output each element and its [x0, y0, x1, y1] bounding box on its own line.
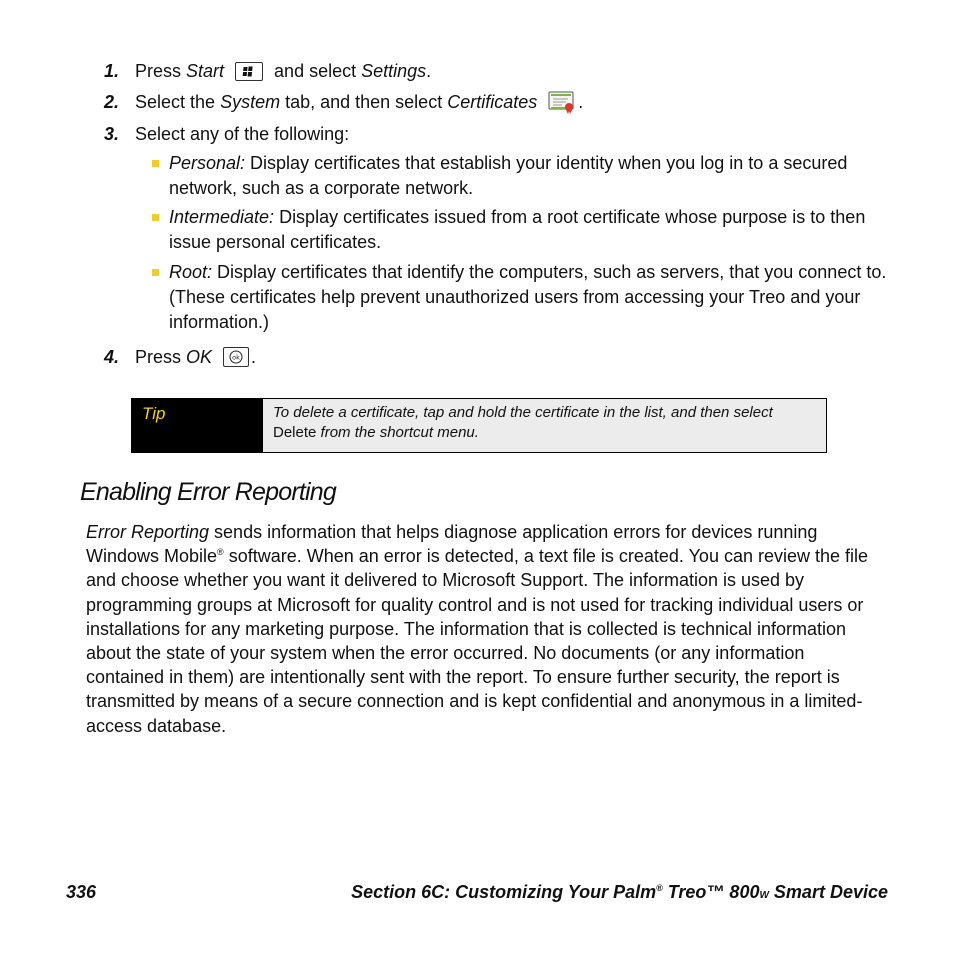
- start-keyword: Start: [186, 61, 225, 81]
- running-footer: Section 6C: Customizing Your Palm® Treo™ 800W Smart Device: [351, 882, 888, 902]
- windows-start-icon: [235, 62, 263, 81]
- svg-text:ok: ok: [232, 353, 240, 362]
- bullet-root: Root: Display certificates that identify the computers, such as servers, that you connect to. (These certificates help prevent unauthorized users from accessing your Treo and your information.): [169, 262, 887, 332]
- body-paragraph: Error Reporting sends information that helps diagnose application errors for devices running Windows Mobile® software. When an error is detected, a text file is created. You can review the file and choose whether you want it delivered to Microsoft Support. The information is used by programming groups at Microsoft for quality control and is not used for tracking individual users or installations for any marketing purpose. The information that is collected is technical information about the state of your system when the error occurred. No documents (or any information contained in them) are intentionally sent with the report. To ensure further security, the report is transmitted by means of a secure connection and is kept confidential and anonymous in a limited-access database.: [86, 522, 869, 736]
- settings-keyword: Settings: [361, 61, 427, 81]
- bullet-marker: [152, 269, 159, 276]
- tip-box: [131, 398, 827, 453]
- tip-label: Tip: [132, 399, 263, 452]
- section-heading: Enabling Error Reporting: [80, 478, 336, 506]
- page-number: 336: [66, 882, 97, 902]
- step-number: 1.: [104, 61, 120, 81]
- step-number: 2.: [104, 92, 120, 112]
- ok-keyword: OK: [186, 347, 213, 367]
- step-number: 4.: [104, 347, 120, 367]
- bullet-marker: [152, 214, 159, 221]
- step-text: Press Start and select Settings.: [135, 61, 432, 81]
- tip-text: To delete a certificate, tap and hold the certificate in the list, and then select Delete from the shortcut menu.: [263, 399, 826, 452]
- certificates-keyword: Certificates: [447, 92, 538, 112]
- step-text: Press OK ok .: [135, 347, 257, 367]
- bullet-intermediate: Intermediate: Display certificates issued from a root certificate whose purpose is to then issue personal certificates.: [169, 207, 866, 252]
- step-number: 3.: [104, 124, 120, 144]
- ok-button-icon: [223, 347, 249, 367]
- certificate-icon: [548, 90, 576, 120]
- delete-keyword: Delete: [273, 424, 317, 441]
- bullet-marker: [152, 160, 159, 167]
- error-reporting-keyword: Error Reporting: [86, 522, 210, 542]
- step-text: Select any of the following:: [135, 124, 350, 144]
- bullet-personal: Personal: Display certificates that establish your identity when you log in to a secured network, such as a corporate network.: [169, 153, 848, 198]
- system-keyword: System: [220, 92, 281, 112]
- step-text: Select the System tab, and then select Certificates .: [135, 90, 583, 120]
